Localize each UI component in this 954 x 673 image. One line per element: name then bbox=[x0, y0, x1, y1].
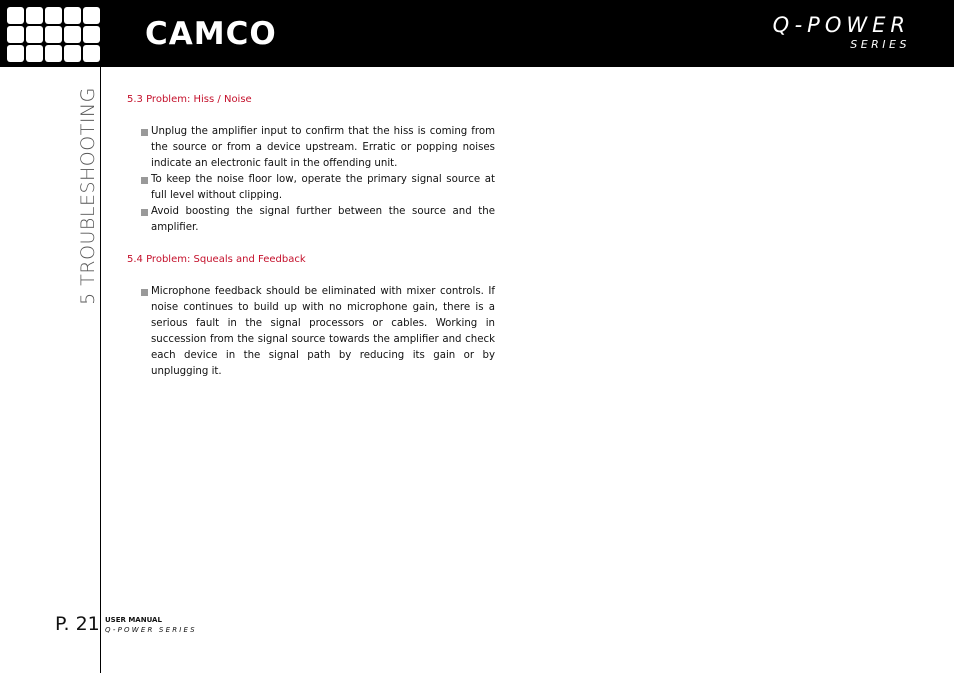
bullet-text: Microphone feedback should be eliminated with mixer controls. If noise continues to build up with no microphone gain, there is a serious fault in the signal processors or cables. Working in succession from the signal source towards the amplifier and check each device in the signal path by reducing its gain or by unplugging it. bbox=[151, 286, 495, 377]
section-heading: 5.4 Problem: Squeals and Feedback bbox=[127, 254, 306, 265]
camco-logo-grid-icon bbox=[7, 7, 100, 62]
bullet-square-icon bbox=[141, 177, 148, 184]
bullet-list bbox=[151, 124, 495, 236]
header-bar bbox=[0, 0, 954, 67]
bullet-text: Avoid boosting the signal further between the source and the amplifier. bbox=[151, 206, 495, 233]
list-item bbox=[151, 124, 495, 172]
list-item bbox=[151, 204, 495, 236]
footer-series-label: Q-POWER SERIES bbox=[105, 626, 197, 634]
bullet-text: Unplug the amplifier input to confirm that the hiss is coming from the source or from a device upstream. Erratic or popping noises indicate an electronic fault in the offending unit. bbox=[151, 126, 495, 169]
sidebar-divider bbox=[100, 67, 101, 673]
footer-label bbox=[105, 615, 197, 635]
list-item bbox=[151, 172, 495, 204]
main-content bbox=[127, 92, 495, 380]
bullet-square-icon bbox=[141, 209, 148, 216]
list-item bbox=[151, 284, 495, 380]
bullet-square-icon bbox=[141, 129, 148, 136]
bullet-text: To keep the noise floor low, operate the primary signal source at full level without clipping. bbox=[151, 174, 495, 201]
section-heading: 5.3 Problem: Hiss / Noise bbox=[127, 94, 252, 105]
camco-logo-text: CAMCO bbox=[145, 16, 277, 52]
bullet-square-icon bbox=[141, 289, 148, 296]
footer-manual-label: USER MANUAL bbox=[105, 616, 162, 624]
page-number: P. 21 bbox=[55, 613, 100, 635]
bullet-list bbox=[151, 284, 495, 380]
section-title-vertical: 5 TROUBLESHOOTING bbox=[77, 87, 99, 305]
series-brand bbox=[773, 12, 910, 52]
series-title: Q-POWER bbox=[772, 13, 910, 37]
series-subtitle: SERIES bbox=[850, 38, 910, 51]
